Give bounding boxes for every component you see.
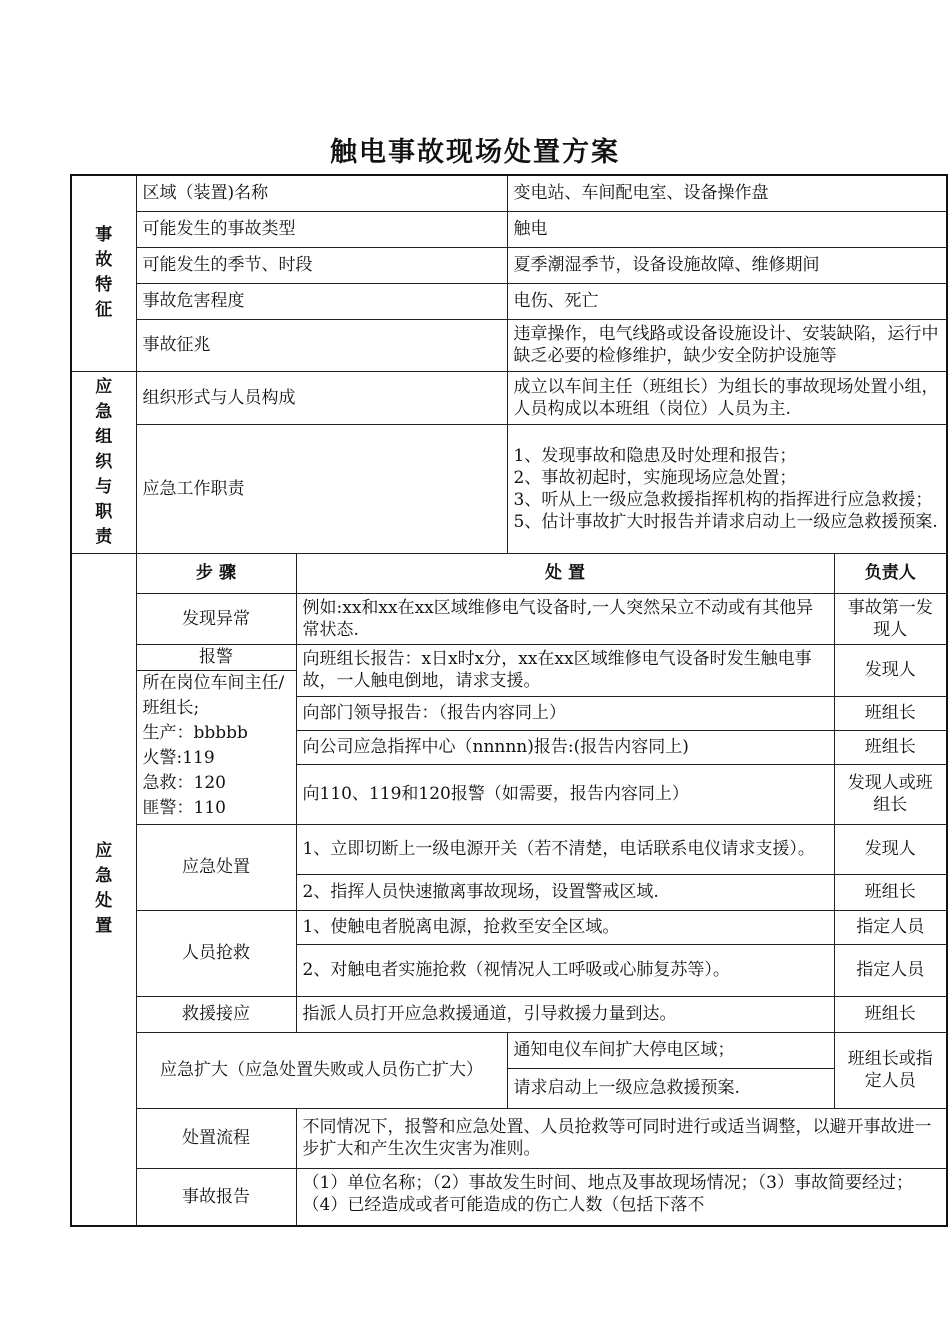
field-label: 可能发生的事故类型 (136, 211, 507, 247)
page-title: 触电事故现场处置方案 (330, 137, 620, 168)
step-support: 救援接应 (136, 996, 296, 1032)
owner-text: 班组长 (834, 730, 947, 764)
action-text: 例如:xx和xx在xx区域维修电气设备时,一人突然呆立不动或有其他异常状态. (296, 593, 834, 644)
step-alarm: 报警 (136, 644, 296, 670)
owner-text: 班组长 (834, 874, 947, 910)
field-value: 夏季潮湿季节，设备设施故障、维修期间 (507, 247, 947, 283)
field-label: 事故征兆 (136, 319, 507, 371)
field-label: 可能发生的季节、时段 (136, 247, 507, 283)
action-text: 2、指挥人员快速撤离事故现场，设置警戒区域. (296, 874, 834, 910)
field-value: 变电站、车间配电室、设备操作盘 (507, 175, 947, 211)
duty-item: 1、发现事故和隐患及时处理和报告； (513, 445, 797, 466)
owner-text: 班组长 (834, 696, 947, 730)
action-text: 向公司应急指挥中心（nnnnn)报告:(报告内容同上) (296, 730, 834, 764)
owner-text: 指定人员 (834, 910, 947, 944)
action-text: 不同情况下，报警和应急处置、人员抢救等可同时进行或适当调整，以避开事故进一步扩大和产生次生灾害为准则。 (296, 1108, 947, 1168)
step-report: 事故报告 (136, 1168, 296, 1226)
action-text: 向110、119和120报警（如需要，报告内容同上） (296, 764, 834, 824)
emergency-plan-table (70, 174, 948, 1227)
header-owner: 负责人 (834, 553, 947, 593)
step-discover: 发现异常 (136, 593, 296, 644)
section-accident-features: 事 故 特 征 (71, 175, 136, 371)
section-response: 应 急 处 置 (71, 553, 136, 1226)
field-value: 触电 (507, 211, 947, 247)
duty-item: 3、听从上一级应急救援指挥机构的指挥进行应急救援； (513, 489, 933, 510)
owner-text: 发现人 (834, 644, 947, 696)
action-text: 1、立即切断上一级电源开关（若不清楚，电话联系电仪请求支援）。 (296, 824, 834, 874)
owner-text: 班组长或指定人员 (834, 1032, 947, 1108)
action-text: 向部门领导报告：（报告内容同上） (296, 696, 834, 730)
action-text: 向班组长报告：x日x时x分，xx在xx区域维修电气设备时发生触电事故，一人触电倒地，请求支援。 (296, 644, 834, 696)
action-text: 通知电仪车间扩大停电区域； (507, 1032, 834, 1068)
field-value: 违章操作，电气线路或设备设施设计、安装缺陷，运行中缺乏必要的检修维护，缺少安全防护设施等 (507, 319, 947, 371)
contact-line: 匪警：110 (142, 797, 226, 818)
duty-item: 5、估计事故扩大时报告并请求启动上一级应急救援预案. (513, 511, 938, 532)
field-label: 应急工作职责 (136, 425, 507, 553)
action-text: 2、对触电者实施抢救（视情况人工呼吸或心肺复苏等）。 (296, 944, 834, 996)
owner-text: 发现人 (834, 824, 947, 874)
field-label: 事故危害程度 (136, 283, 507, 319)
action-text: （1）单位名称；（2）事故发生时间、地点及事故现场情况；（3）事故简要经过；（4）已经造成或者可能造成的伤亡人数（包括下落不 (296, 1168, 947, 1226)
contact-line: 火警:119 (142, 747, 215, 768)
contact-line: 所在岗位车间主任/班组长; (142, 672, 285, 718)
contact-line: 生产：bbbbb (142, 722, 248, 743)
field-value: 成立以车间主任（班组长）为组长的事故现场处置小组，人员构成以本班组（岗位）人员为主. (507, 371, 947, 425)
owner-text: 指定人员 (834, 944, 947, 996)
step-rescue: 人员抢救 (136, 910, 296, 996)
duty-item: 2、事故初起时，实施现场应急处置； (513, 467, 797, 488)
header-step: 步 骤 (136, 553, 296, 593)
owner-text: 事故第一发现人 (834, 593, 947, 644)
field-value: 电伤、死亡 (507, 283, 947, 319)
contact-line: 急救：120 (142, 772, 226, 793)
owner-text: 班组长 (834, 996, 947, 1032)
action-text: 请求启动上一级应急救援预案. (507, 1068, 834, 1108)
header-action: 处 置 (296, 553, 834, 593)
action-text: 1、使触电者脱离电源，抢救至安全区域。 (296, 910, 834, 944)
field-label: 区域（装置)名称 (136, 175, 507, 211)
step-emergency: 应急处置 (136, 824, 296, 910)
field-label: 组织形式与人员构成 (136, 371, 507, 425)
step-flow: 处置流程 (136, 1108, 296, 1168)
action-text: 指派人员打开应急救援通道，引导救援力量到达。 (296, 996, 834, 1032)
owner-text: 发现人或班组长 (834, 764, 947, 824)
alarm-contacts (136, 670, 296, 824)
section-organization: 应 急 组 织 与 职 责 (71, 371, 136, 553)
step-expand: 应急扩大（应急处置失败或人员伤亡扩大） (136, 1032, 507, 1108)
duty-list (507, 425, 947, 553)
